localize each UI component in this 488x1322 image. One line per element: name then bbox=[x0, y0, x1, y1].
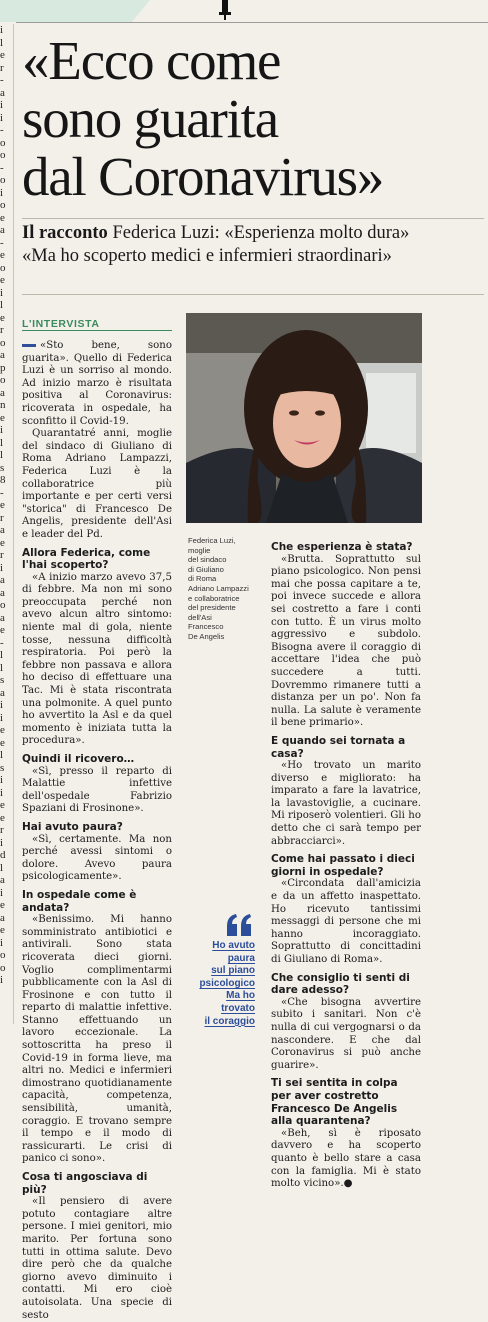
margin-text-fragment: e bbox=[0, 211, 5, 224]
margin-text-fragment: i bbox=[0, 886, 4, 899]
pull-quote-line: sul piano bbox=[211, 965, 255, 977]
caption-line: Federica Luzi, bbox=[188, 536, 236, 545]
headline-line: dal Coronavirus» bbox=[22, 146, 384, 207]
margin-text-fragment: o bbox=[0, 599, 6, 611]
margin-text-fragment: o bbox=[0, 174, 6, 186]
margin-text-fragment: e bbox=[0, 799, 5, 811]
photo-caption bbox=[188, 536, 258, 642]
margin-text-fragment: a bbox=[0, 524, 5, 536]
margin-text-fragment: d bbox=[0, 849, 6, 861]
margin-text-fragment: l bbox=[0, 449, 4, 461]
margin-text-fragment: e bbox=[0, 49, 5, 61]
margin-text-fragment: i bbox=[0, 774, 4, 786]
margin-text-fragment: i bbox=[0, 936, 4, 949]
margin-text-fragment: o bbox=[0, 149, 6, 161]
interview-question: Allora Federica, come l'hai scoperto? bbox=[22, 546, 151, 572]
separator bbox=[22, 218, 484, 219]
separator bbox=[22, 294, 484, 295]
margin-text-fragment: a bbox=[0, 86, 5, 99]
margin-text-fragment: - bbox=[0, 236, 4, 249]
margin-text-fragment: e bbox=[0, 499, 5, 511]
margin-text-fragment: r bbox=[0, 824, 4, 836]
margin-text-fragment: - bbox=[0, 74, 4, 86]
column-rule bbox=[13, 24, 14, 1024]
margin-text-fragment: l bbox=[0, 661, 4, 674]
answer-paragraph: «Che bisogna avvertire subito i sanitari. Non c'è nulla di cui vergognarsi o da nascondere. E che dal Coronavirus si può anche guarire». bbox=[271, 996, 421, 1071]
margin-text-fragment: o bbox=[0, 199, 6, 211]
margin-text-fragment: e bbox=[0, 311, 5, 324]
interview-question: In ospedale come è andata? bbox=[22, 888, 137, 914]
interview-question: Cosa ti angosciava di più? bbox=[22, 1171, 148, 1196]
margin-text-fragment: o bbox=[0, 336, 6, 349]
subhead-line: «Ma ho scoperto medici e infermieri straordinari» bbox=[22, 246, 392, 266]
margin-text-fragment: l bbox=[0, 861, 4, 874]
answer-paragraph: «Beh, sì è riposato davvero e ha scoperto quanto è bello stare a casa con la famiglia. Mi è stato molto vicino».● bbox=[271, 1127, 421, 1190]
article-column-1 bbox=[22, 340, 172, 1322]
kicker-underline bbox=[22, 330, 172, 331]
margin-text-fragment: a bbox=[0, 574, 5, 586]
margin-text-fragment: e bbox=[0, 811, 5, 824]
caption-line: del presidente bbox=[188, 603, 236, 613]
margin-text-fragment: i bbox=[0, 699, 4, 711]
margin-text-fragment: - bbox=[0, 124, 4, 136]
answer-paragraph: «Ho trovato un marito diverso e migliorato: ha imparato a fare la lavatrice, la lavastoviglie, a cucinare. Mi riposerò volentieri. Gli ho detto che ci sarà tempo per abbracciarci». bbox=[271, 760, 421, 847]
top-strip bbox=[0, 0, 488, 22]
subhead-label: Il racconto bbox=[22, 223, 108, 243]
margin-text-fragment: e bbox=[0, 411, 5, 424]
lead-dash-icon bbox=[22, 344, 36, 347]
margin-text-fragment: 8 bbox=[0, 474, 6, 486]
pull-quote-line: il coraggio bbox=[204, 1015, 255, 1027]
margin-text-fragment: i bbox=[0, 836, 4, 849]
caption-line: Francesco bbox=[188, 622, 224, 632]
margin-text-fragment: o bbox=[0, 961, 6, 974]
margin-text-fragment: e bbox=[0, 736, 5, 749]
margin-text-fragment: l bbox=[0, 649, 4, 661]
interview-question: Hai avuto paura? bbox=[22, 820, 123, 833]
margin-text-fragment: s bbox=[0, 461, 5, 474]
pull-quote-line: trovato bbox=[221, 1002, 255, 1014]
interview-question: Che esperienza è stata? bbox=[271, 541, 413, 553]
margin-text-fragment: o bbox=[0, 949, 6, 961]
headline-line: «Ecco come bbox=[22, 30, 281, 91]
margin-text-fragment: a bbox=[0, 911, 5, 924]
margin-text-fragment: l bbox=[0, 436, 4, 449]
margin-text-fragment: e bbox=[0, 924, 5, 936]
margin-text-fragment: s bbox=[0, 674, 5, 686]
margin-text-fragment: i bbox=[0, 561, 4, 574]
subhead-line: Federica Luzi: «Esperienza molto dura» bbox=[107, 223, 410, 243]
margin-text-fragment: o bbox=[0, 261, 6, 274]
margin-text-fragment: i bbox=[0, 424, 4, 436]
margin-text-fragment: p bbox=[0, 361, 6, 374]
caption-line: dell'Asi bbox=[188, 612, 212, 622]
margin-text-fragment: r bbox=[0, 549, 4, 561]
margin-text-fragment: l bbox=[0, 36, 4, 49]
margin-text-fragment: o bbox=[0, 374, 6, 386]
quote-mark-icon bbox=[224, 910, 254, 940]
headline bbox=[22, 32, 482, 206]
pull-quote-line: Ho avuto bbox=[212, 940, 255, 951]
margin-text-fragment: - bbox=[0, 636, 4, 649]
caption-line: e collaboratrice bbox=[188, 593, 240, 603]
pull-quote-line: psicologico bbox=[199, 977, 255, 989]
interview-question: Che consiglio ti senti di dare adesso? bbox=[271, 971, 410, 997]
lead-text: «Sto bene, sono guarita». Quello di Federica Luzi è un sorriso al mondo. Ad inizio marzo è risultata positiva al Coronavirus: ricoverata in ospedale, ha sconfitto il Covid-19. bbox=[22, 340, 172, 427]
margin-text-fragment: i bbox=[0, 24, 4, 36]
margin-text-fragment: r bbox=[0, 324, 4, 336]
caption-line: moglie bbox=[188, 545, 211, 555]
caption-line: Adriano Lampazzi bbox=[188, 583, 249, 593]
answer-paragraph: «Sì, certamente. Ma non perché avessi sintomi o dolore. Avevo paura psicologicamente». bbox=[22, 833, 172, 883]
lead-paragraph bbox=[22, 340, 172, 428]
margin-text-fragment: r bbox=[0, 511, 4, 524]
margin-text-fragment: s bbox=[0, 761, 5, 774]
margin-text-fragment: a bbox=[0, 686, 5, 699]
margin-text-fragment: l bbox=[0, 749, 4, 761]
interview-question: Come hai passato i dieci giorni in ospedale? bbox=[271, 853, 415, 878]
answer-paragraph: «Brutta. Soprattutto sul piano psicologico. Non pensi mai che possa capitare a te, poi invece succede e allora sei costretto a fare i conti con tutto. È un virus molto aggressivo e subdolo. Bisogna avere il coraggio di accettare l'idea che può succedere a tutti. Dovremmo rimanere tutti a distanza per un po'. Non fa nulla. La salute è veramente il bene primario». bbox=[271, 553, 421, 729]
interview-question: Quindi il ricovero… bbox=[22, 753, 135, 765]
interview-question: E quando sei tornata a casa? bbox=[271, 734, 406, 760]
top-rule bbox=[16, 22, 488, 23]
margin-text-fragment: e bbox=[0, 899, 5, 911]
margin-text-fragment: e bbox=[0, 249, 5, 261]
interview-question: Ti sei sentita in colpa per aver costretto Francesco De Angelis alla quarantena? bbox=[271, 1077, 398, 1128]
margin-text-fragment: a bbox=[0, 874, 5, 886]
margin-text-fragment: n bbox=[0, 399, 6, 411]
answer-paragraph: «Benissimo. Mi hanno somministrato antibiotici e antivirali. Sono stata ricoverata dieci giorni. Voglio complimentarmi pubblicamente con la Asl di Frosinone e con tutto il reparto di malattie infettive. Stanno effettuando un lavoro eccezionale. La sottoscritta ha preso il Covid-19 in forma lieve, ma altri no. Medici e infermieri dimostrano quotidianamente capacità, competenza, sensibilità, umanità, coraggio. E trovano sempre il tempo e il modo di rassicurarti. Le crisi di panico ci sono». bbox=[22, 914, 172, 1165]
margin-text-fragment: a bbox=[0, 349, 5, 361]
article-column-2 bbox=[271, 536, 421, 1191]
margin-text-fragment: i bbox=[0, 186, 4, 199]
margin-text-fragment: i bbox=[0, 974, 4, 986]
margin-text-fragment: a bbox=[0, 586, 5, 599]
pin-icon bbox=[219, 0, 231, 20]
subheadline bbox=[22, 222, 484, 268]
caption-line: del sindaco bbox=[188, 555, 227, 565]
portrait-photo bbox=[186, 313, 422, 523]
margin-text-fragment: i bbox=[0, 99, 4, 111]
answer-paragraph: «A inizio marzo avevo 37,5 di febbre. Ma non mi sono preoccupata perché non avevo alcun altro sintomo: niente mal di gola, niente tosse, nessuna difficoltà respiratoria. Poi però la febbre non passava e allora ho deciso di effettuare una Tac. Mi è stata riscontrata una polmonite. A quel punto ho avvertito la Asl e da quel momento è iniziata tutta la procedura». bbox=[22, 571, 172, 747]
margin-text-fragment: e bbox=[0, 724, 5, 736]
pull-quote-line: Ma ho bbox=[226, 990, 255, 1002]
margin-text-fragment: i bbox=[0, 786, 4, 799]
margin-text-fragment: - bbox=[0, 161, 4, 174]
margin-text-fragment: e bbox=[0, 536, 5, 549]
margin-text-fragment: a bbox=[0, 611, 5, 624]
margin-text-fragment: a bbox=[0, 224, 5, 236]
margin-text-fragment: l bbox=[0, 299, 4, 311]
caption-line: di Roma bbox=[188, 574, 217, 584]
margin-text-fragment: a bbox=[0, 386, 5, 399]
margin-text-fragment: i bbox=[0, 111, 4, 124]
margin-text-fragment: i bbox=[0, 711, 4, 724]
margin-text-fragment: e bbox=[0, 274, 5, 286]
margin-text-fragment: o bbox=[0, 136, 6, 149]
caption-line: De Angelis bbox=[188, 631, 225, 641]
answer-paragraph: «Il pensiero di avere potuto contagiare altre persone. I miei genitori, mio marito. Per fortuna sono tutti in ottima salute. Devo dire però che da qualche giorno avevo diminuito i contatti. Mi ero cioè autoisolata. Una specie di sesto bbox=[22, 1196, 172, 1321]
answer-paragraph: «Circondata dall'amicizia e da un affetto inaspettato. Ho ricevuto tantissimi messaggi di persone che mi hanno incoraggiato. Soprattutto di concittadini di Giuliano di Roma». bbox=[271, 878, 421, 965]
section-kicker: L'INTERVISTA bbox=[22, 318, 100, 330]
pull-quote-line: paura bbox=[227, 952, 255, 964]
previous-column-fragment bbox=[0, 24, 12, 1024]
margin-text-fragment: i bbox=[0, 286, 4, 299]
green-banner-shape bbox=[0, 0, 150, 22]
margin-text-fragment: e bbox=[0, 624, 5, 636]
pull-quote bbox=[193, 940, 255, 1028]
caption-line: di Giuliano bbox=[188, 564, 224, 574]
answer-paragraph: Quarantatré anni, moglie del sindaco di Giuliano di Roma Adriano Lampazzi, Federica Luzi è la collaboratrice più importante e per certi versi "storica" di Francesco De Angelis, presidente dell'Asi e leader del Pd. bbox=[22, 428, 172, 540]
margin-text-fragment: - bbox=[0, 486, 4, 499]
answer-paragraph: «Sì, presso il reparto di Malattie infettive dell'ospedale Fabrizio Spaziani di Frosinone». bbox=[22, 765, 172, 815]
margin-text-fragment: r bbox=[0, 61, 4, 74]
headline-line: sono guarita bbox=[22, 88, 278, 149]
